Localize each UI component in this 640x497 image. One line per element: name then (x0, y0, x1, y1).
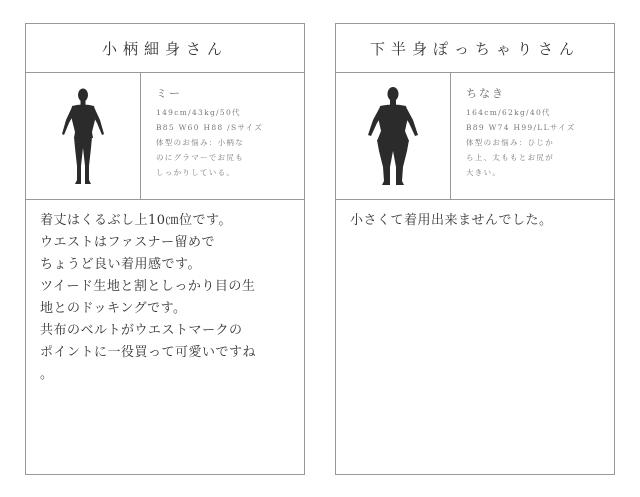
review-line: 共布のベルトがウエストマークの (40, 323, 243, 338)
review-line: 小さくて着用出来ませんでした。 (350, 213, 553, 228)
review-line: 地とのドッキングです。 (40, 301, 187, 316)
review-line: 着丈はくるぶし上10㎝位です。 (40, 213, 233, 228)
reviewer-details: 149cm/43kg/50代 B85 W60 H88 /Sサイズ 体型のお悩み：小柄な のにグラマーでお尻も しっかりしている。 (156, 108, 264, 177)
reviewer-name: ちなき (466, 87, 505, 100)
figure-cell (26, 73, 141, 199)
review-text (336, 200, 614, 232)
profile-info (451, 73, 614, 199)
review-line: ツイード生地と割としっかり目の生 (40, 279, 256, 294)
review-card-petite-slim (25, 23, 305, 475)
profile-row (336, 73, 614, 200)
review-text (26, 200, 304, 386)
slim-body-silhouette-icon (58, 86, 108, 186)
reviewer-name: ミー (156, 87, 182, 100)
review-line: ちょうど良い着用感です。 (40, 257, 201, 272)
review-line: 。 (40, 367, 54, 382)
profile-info (141, 73, 304, 199)
review-line: ポイントに一役買って可愛いですね (40, 345, 257, 360)
review-line: ウエストはファスナー留めで (40, 235, 215, 250)
review-card-curvy-lower (335, 23, 615, 475)
figure-cell (336, 73, 451, 199)
card-title: 下半身ぽっちゃりさん (336, 24, 614, 73)
profile-row (26, 73, 304, 200)
card-title: 小柄細身さん (26, 24, 304, 73)
reviewer-details: 164cm/62kg/40代 B89 W74 H99/LLサイズ 体型のお悩み：ひじか ら上、太ももとお尻が 大きい。 (466, 108, 576, 177)
curvy-body-silhouette-icon (365, 85, 421, 187)
